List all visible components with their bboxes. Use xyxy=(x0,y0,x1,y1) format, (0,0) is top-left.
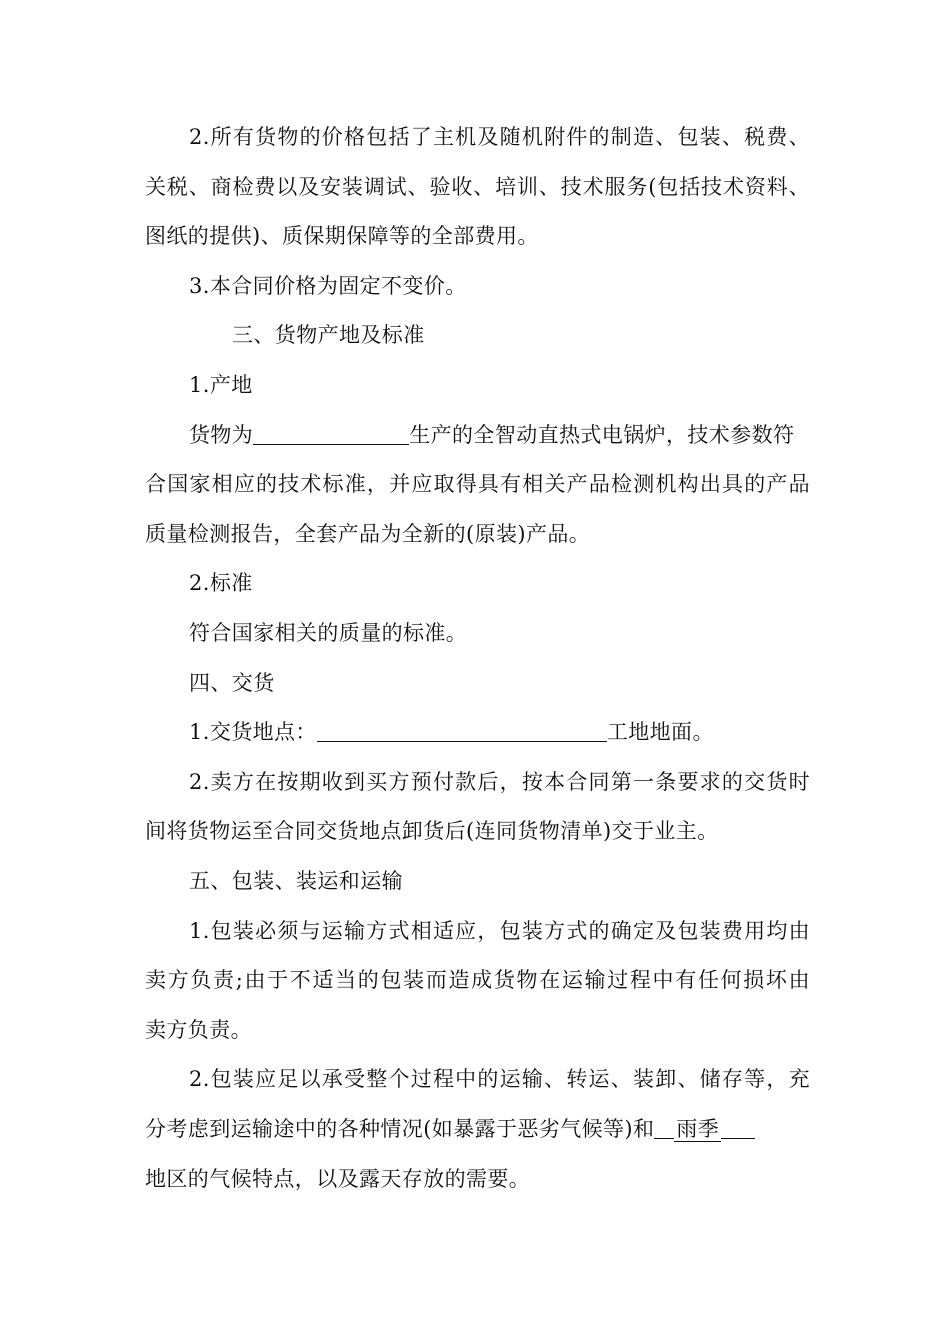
clause-5-1-line-3: 卖方负责。 xyxy=(145,1018,252,1042)
origin-line-3: 质量检测报告，全套产品为全新的(原装)产品。 xyxy=(145,522,591,546)
delivery-place-blank xyxy=(317,717,607,742)
origin-line-1 xyxy=(189,418,810,452)
section-5-heading: 五、包装、装运和运输 xyxy=(189,869,403,893)
section-4-heading: 四、交货 xyxy=(189,671,275,695)
standard-line: 符合国家相关的质量的标准。 xyxy=(189,621,468,645)
clause-4-2-line-1: 2.卖方在按期收到买方预付款后，按本合同第一条要求的交货时 xyxy=(189,770,810,794)
clause-2-2-line-3: 图纸的提供)、质保期保障等的全部费用。 xyxy=(145,224,539,248)
origin-line-1-after: 生产的全智动直热式电锅炉，技术参数符 xyxy=(409,423,795,447)
clause-5-1-line-2: 卖方负责;由于不适当的包装而造成货物在运输过程中有任何损坏由 xyxy=(145,968,810,992)
clause-5-2-line-3: 地区的气候特点，以及露天存放的需要。 xyxy=(145,1167,531,1191)
climate-blank-right xyxy=(721,1114,755,1139)
climate-blank-left xyxy=(654,1114,674,1139)
clause-3-1-heading: 1.产地 xyxy=(189,373,253,397)
clause-2-2-line-1: 2.所有货物的价格包括了主机及随机附件的制造、包装、税费、 xyxy=(189,125,810,149)
clause-5-1-line-1: 1.包装必须与运输方式相适应，包装方式的确定及包装费用均由 xyxy=(189,919,810,943)
section-3-heading: 三、货物产地及标准 xyxy=(232,323,425,347)
origin-line-2: 合国家相应的技术标准，并应取得具有相关产品检测机构出具的产品 xyxy=(145,472,810,496)
climate-fill-value: 雨季 xyxy=(676,1117,720,1141)
clause-2-3: 3.本合同价格为固定不变价。 xyxy=(189,274,467,298)
clause-3-2-heading: 2.标准 xyxy=(189,571,253,595)
delivery-line-after: 工地地面。 xyxy=(606,720,714,744)
manufacturer-blank xyxy=(253,420,409,445)
clause-5-2-line-1: 2.包装应足以承受整个过程中的运输、转运、装卸、储存等，充 xyxy=(189,1067,810,1091)
clause-4-2-line-2: 间将货物运至合同交货地点卸货后(连同货物清单)交于业主。 xyxy=(145,819,719,843)
clause-5-2-line-2 xyxy=(145,1112,810,1146)
origin-line-1-before: 货物为 xyxy=(189,423,254,447)
delivery-line xyxy=(189,715,810,749)
clause-5-2-line-2-before: 分考虑到运输途中的各种情况(如暴露于恶劣气候等)和 xyxy=(145,1117,655,1141)
clause-2-2-line-2: 关税、商检费以及安装调试、验收、培训、技术服务(包括技术资料、 xyxy=(145,175,810,199)
delivery-line-before: 1.交货地点： xyxy=(189,720,317,744)
